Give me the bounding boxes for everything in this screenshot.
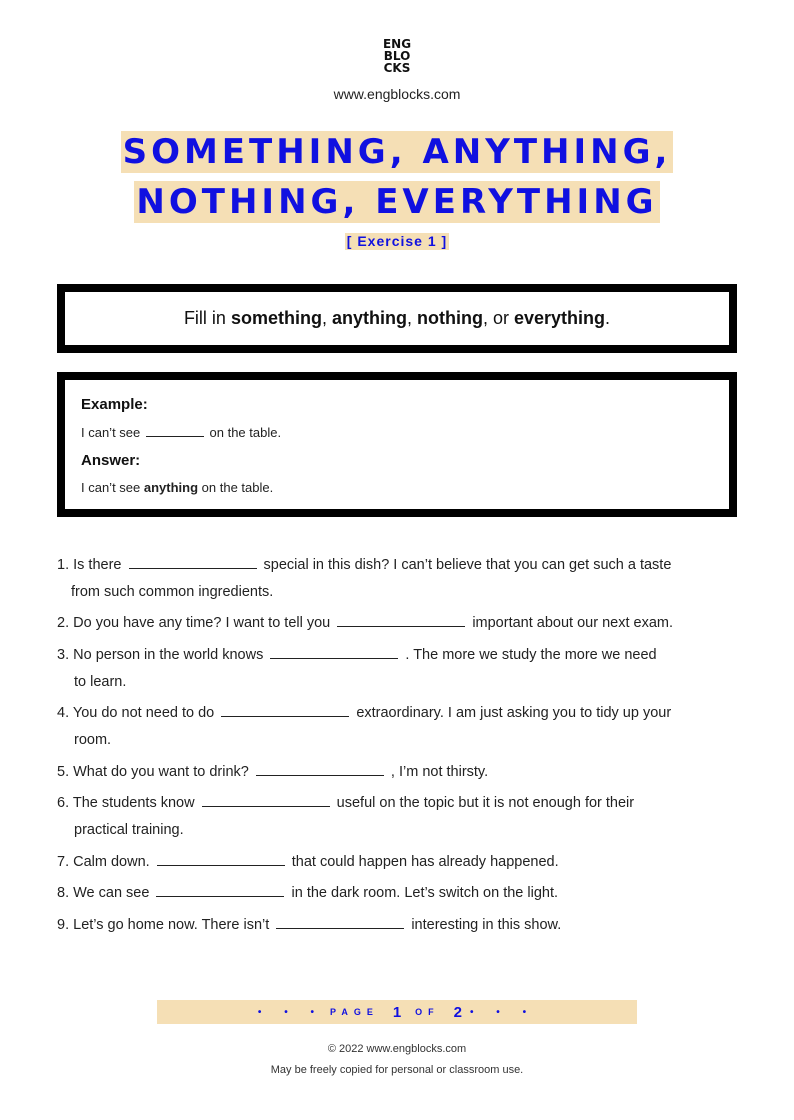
- exercise-label-wrap: [0, 233, 794, 251]
- answer-blank[interactable]: [270, 644, 398, 659]
- title-line-2: NOTHING, EVERYTHING: [136, 182, 658, 222]
- instr-prefix: Fill in: [183, 308, 231, 328]
- answer-before: I can’t see: [81, 480, 144, 495]
- instr-word-anything: anything: [331, 308, 407, 328]
- question-continuation: to learn.: [74, 674, 127, 690]
- question-text-before: Let’s go home now. There isn’t: [73, 917, 270, 933]
- answer-blank[interactable]: [337, 612, 465, 627]
- question-text-after: that could happen has already happened.: [291, 854, 559, 870]
- pagination-bar: [157, 1000, 637, 1024]
- question-text-before: You do not need to do: [72, 705, 215, 721]
- site-url[interactable]: www.engblocks.com: [333, 86, 461, 102]
- question-text-after: extraordinary. I am just asking you to tidy up your: [356, 705, 672, 721]
- answer-label: Answer:: [81, 452, 141, 469]
- answer-after: on the table.: [198, 480, 274, 495]
- pagination-page-word: PAGE: [329, 1007, 379, 1017]
- question-number: 8.: [57, 885, 70, 901]
- question-item: [57, 552, 737, 606]
- question-text-after: special in this dish? I can’t believe that you can get such a taste: [263, 557, 672, 573]
- worksheet-title: [0, 131, 794, 223]
- question-text-before: No person in the world knows: [73, 647, 264, 663]
- logo-line-3: CKS: [383, 61, 411, 75]
- question-item: [57, 610, 737, 637]
- question-item: [57, 642, 737, 696]
- question-text-after: useful on the topic but it is not enough for their: [336, 795, 635, 811]
- pagination-dots-right: • • •: [470, 1006, 537, 1018]
- question-number: 9.: [57, 917, 70, 933]
- question-number: 5.: [57, 764, 70, 780]
- question-item: [57, 880, 737, 907]
- question-text-before: We can see: [73, 885, 150, 901]
- question-continuation: from such common ingredients.: [71, 584, 274, 600]
- instr-suffix: .: [605, 308, 611, 328]
- pagination-of-word: OF: [415, 1007, 440, 1017]
- pagination-dots-left: • • •: [257, 1006, 324, 1018]
- example-after: on the table.: [209, 425, 282, 440]
- instr-word-everything: everything: [514, 308, 606, 328]
- question-number: 4.: [57, 705, 70, 721]
- example-before: I can’t see: [81, 425, 141, 440]
- engblocks-logo: [0, 38, 794, 74]
- example-box: [57, 372, 737, 517]
- question-text-before: The students know: [72, 795, 195, 811]
- question-number: 7.: [57, 854, 70, 870]
- instr-word-nothing: nothing: [417, 308, 483, 328]
- example-label: Example:: [81, 396, 148, 413]
- question-text-after: important about our next exam.: [472, 615, 674, 631]
- question-text-after: , I’m not thirsty.: [390, 764, 489, 780]
- question-text-after: interesting in this show.: [411, 917, 562, 933]
- question-number: 2.: [57, 615, 70, 631]
- question-item: [57, 912, 737, 939]
- pagination-total: 2: [453, 1003, 463, 1021]
- footer-copyright: © 2022 www.engblocks.com: [327, 1043, 467, 1055]
- question-text-after: . The more we study the more we need: [405, 647, 657, 663]
- answer-blank[interactable]: [129, 554, 257, 569]
- answer-blank[interactable]: [256, 761, 384, 776]
- answer-blank[interactable]: [221, 702, 349, 717]
- question-text-before: What do you want to drink?: [73, 764, 253, 780]
- question-item: [57, 759, 737, 786]
- answer-blank[interactable]: [202, 792, 330, 807]
- question-text-after: in the dark room. Let’s switch on the light.: [291, 885, 559, 901]
- footer-license: May be freely copied for personal or classroom use.: [270, 1064, 524, 1076]
- title-line-1: SOMETHING, ANYTHING,: [122, 132, 672, 172]
- instructions-text: [184, 308, 610, 329]
- question-item: [57, 700, 737, 754]
- instructions-box: [57, 284, 737, 353]
- question-text-before: Is there: [73, 557, 122, 573]
- answer-blank[interactable]: [156, 882, 284, 897]
- answer-blank[interactable]: [276, 914, 404, 929]
- pagination-current: 1: [392, 1003, 402, 1021]
- question-number: 1.: [57, 557, 70, 573]
- example-blank: [146, 424, 204, 437]
- instr-sep: , or: [482, 308, 514, 328]
- exercise-label: [ Exercise 1 ]: [346, 233, 448, 249]
- question-continuation: practical training.: [74, 822, 184, 838]
- instr-sep: ,: [321, 308, 332, 328]
- question-item: [57, 849, 737, 876]
- question-text-before: Do you have any time? I want to tell you: [73, 615, 331, 631]
- answer-word: anything: [143, 480, 199, 495]
- instr-sep: ,: [406, 308, 417, 328]
- instr-word-something: something: [230, 308, 322, 328]
- answer-sentence: [81, 480, 273, 495]
- logo-line-2: BLO: [383, 49, 411, 63]
- question-text-before: Calm down.: [73, 854, 154, 870]
- answer-blank[interactable]: [157, 851, 285, 866]
- logo-line-1: ENG: [382, 37, 412, 51]
- example-sentence: [81, 424, 281, 440]
- question-continuation: room.: [74, 732, 112, 748]
- question-number: 6.: [57, 795, 70, 811]
- question-item: [57, 790, 737, 844]
- question-number: 3.: [57, 647, 70, 663]
